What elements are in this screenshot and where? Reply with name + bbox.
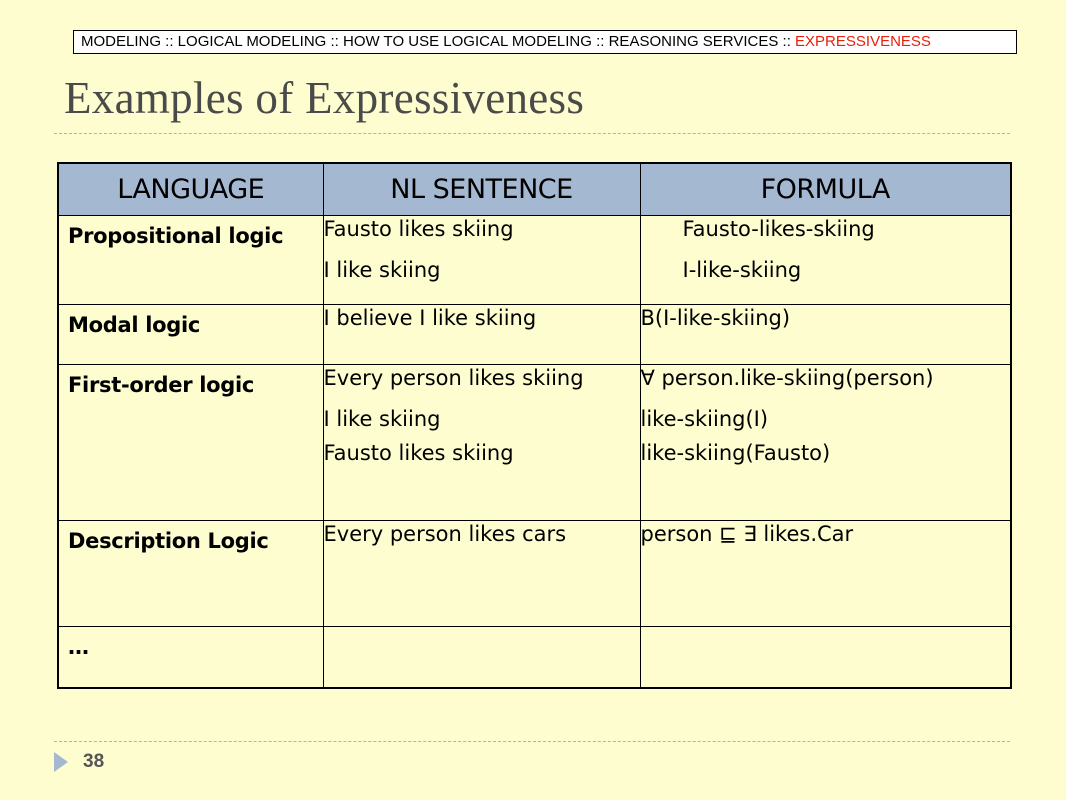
sentence-line: I like skiing: [323, 407, 441, 431]
language-cell: Modal logic: [58, 305, 323, 365]
formula-line: like-skiing(I): [640, 407, 769, 431]
table-row: [58, 365, 1011, 521]
formula-line: Fausto-likes-skiing: [682, 217, 875, 241]
language-cell: Description Logic: [58, 521, 323, 627]
expressiveness-table: [57, 162, 1012, 689]
language-cell: First-order logic: [58, 365, 323, 521]
formula-line: I-like-skiing: [682, 258, 802, 282]
triangle-bullet-icon: [54, 752, 68, 772]
header-formula: FORMULA: [640, 163, 1011, 216]
sentence-cell: [323, 216, 640, 305]
sentence-cell: [323, 627, 640, 688]
footer-divider: [54, 741, 1010, 742]
sentence-line: Every person likes cars: [323, 522, 567, 546]
table-row: [58, 627, 1011, 688]
title-divider: [54, 133, 1010, 134]
page-title: Examples of Expressiveness: [64, 73, 585, 123]
sentence-cell: [323, 365, 640, 521]
language-cell: …: [58, 627, 323, 688]
formula-cell: [640, 216, 1011, 305]
language-cell: Propositional logic: [58, 216, 323, 305]
sentence-line: Fausto likes skiing: [323, 441, 514, 465]
sentence-line: Every person likes skiing: [323, 366, 584, 390]
breadcrumb-path: MODELING :: LOGICAL MODELING :: HOW TO USE LOGICAL MODELING :: REASONING SERVICES ::: [81, 33, 796, 50]
breadcrumb-current: EXPRESSIVENESS: [795, 33, 931, 50]
sentence-cell: [323, 305, 640, 365]
formula-line: B(I-like-skiing): [640, 306, 791, 330]
header-language: LANGUAGE: [58, 163, 323, 216]
page-number: 38: [83, 751, 105, 772]
formula-line: ∀ person.like-skiing(person): [640, 366, 934, 390]
table-header-row: [58, 163, 1011, 216]
table-row: [58, 521, 1011, 627]
sentence-line: I like skiing: [323, 258, 441, 282]
formula-cell: [640, 627, 1011, 688]
formula-cell: [640, 305, 1011, 365]
formula-line: person ⊑ ∃ likes.Car: [640, 522, 854, 546]
formula-cell: [640, 365, 1011, 521]
breadcrumb: [73, 30, 1017, 54]
sentence-line: I believe I like skiing: [323, 306, 537, 330]
formula-line: like-skiing(Fausto): [640, 441, 831, 465]
sentence-line: Fausto likes skiing: [323, 217, 514, 241]
sentence-cell: [323, 521, 640, 627]
header-nl-sentence: NL SENTENCE: [323, 163, 640, 216]
formula-cell: [640, 521, 1011, 627]
table-row: [58, 216, 1011, 305]
table-row: [58, 305, 1011, 365]
